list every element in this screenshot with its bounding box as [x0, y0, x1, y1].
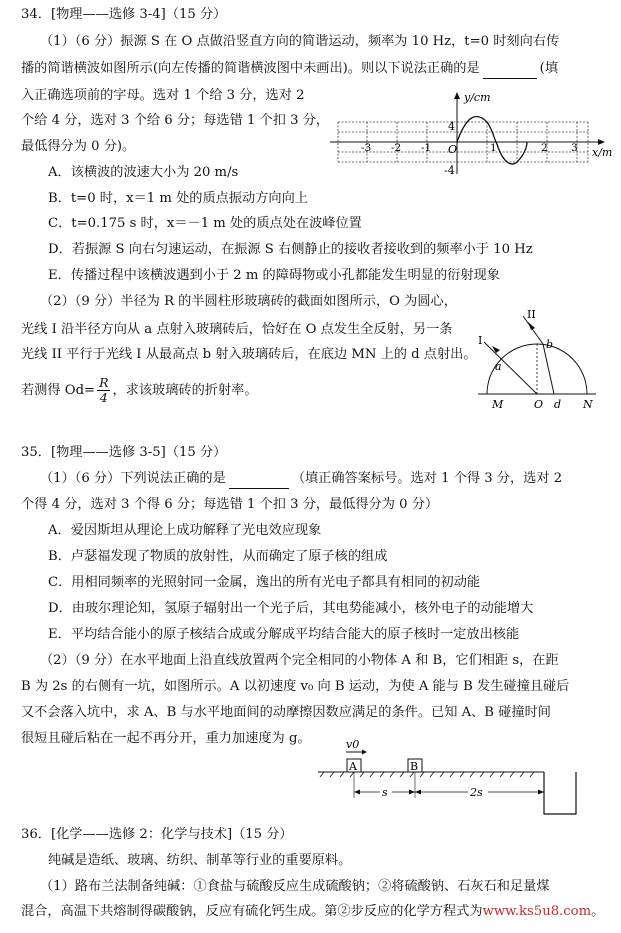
q34-part2-line4-tail: ，求该玻璃砖的折射率。 [112, 383, 258, 398]
q34-part1-line2-text: 播的简谐横波如图所示(向左传播的简谐横波图中未画出)。则以下说法正确的是 [21, 61, 480, 76]
label-ray-two: II [527, 308, 536, 321]
q35-part1-line1-text: （1）（6 分）下列说法正确的是 [40, 471, 226, 486]
q34-option-a: A．该横波的波速大小为 20 m/s [48, 165, 239, 180]
q34-part2-line2: 光线 I 沿半径方向从 a 点射入玻璃砖后，恰好在 O 点发生全反射，另一条 [21, 322, 453, 337]
ray-two-arrow-icon [528, 322, 535, 330]
q35-option-d: D．由玻尔理论知，氢原子辐射出一个光子后，其电势能减小，核外电子的动能增大 [48, 601, 534, 616]
label-block-b: B [410, 760, 419, 773]
q36-part1-line2-tail: 。 [591, 904, 605, 919]
y-axis-arrow-icon [454, 92, 460, 99]
q35-part1-line1 [40, 470, 562, 489]
wave-ylabel: y/cm [464, 91, 491, 104]
q36-part1-line1: （1）路布兰法制备纯碱：①食盐与硫酸反应生成硫酸钠；②将硫酸钠、石灰石和足量煤 [40, 879, 550, 894]
wave-y-bottom-label: -4 [444, 164, 455, 177]
fraction-numerator: R [99, 375, 109, 390]
x-axis-arrow-icon [598, 139, 605, 145]
answer-blank [229, 470, 289, 489]
q35-part2-line2: B 为 2s 的右侧有一坑，如图所示。A 以初速度 v₀ 向 B 运动，为使 A 能与 B 发生碰撞且碰后 [21, 679, 570, 694]
blocks-figure [318, 734, 584, 818]
q35-part2-line3: 又不会落入坑中，求 A、B 与水平地面间的动摩擦因数应满足的条件。已知 A、B 碰撞时间 [21, 705, 551, 720]
q34-part1-line5: 最低得分为 0 分)。 [21, 139, 136, 154]
label-point-o: O [534, 398, 544, 411]
q34-option-c: C．t=0.175 s 时，x＝－1 m 处的质点处在波峰位置 [48, 216, 362, 231]
q34-option-e: E．传播过程中该横波遇到小于 2 m 的障碍物或小孔都能发生明显的衍射现象 [48, 268, 500, 283]
wave-x-tick: -2 [391, 142, 402, 154]
q35-option-b: B．卢瑟福发现了物质的放射性，从而确定了原子核的组成 [48, 549, 388, 564]
q35-part1-line2: 个得 4 分，选对 3 个得 6 分；每选错 1 个扣 3 分，最低得分为 0 分） [21, 497, 439, 512]
wave-x-tick: -3 [361, 142, 372, 154]
label-point-d: d [554, 398, 562, 411]
label-point-m: M [492, 398, 504, 411]
ray-one-arrow-icon [492, 346, 500, 353]
q36-part1-line2-text: 混合，高温下共熔制得碳酸钠，反应有硫化钙生成。第②步反应的化学方程式为 [21, 904, 483, 919]
label-ray-one: I [478, 334, 483, 347]
wave-curve [457, 117, 527, 164]
q36-intro: 纯碱是造纸、玻璃、纺织、制革等行业的重要原料。 [48, 853, 352, 868]
label-block-a: A [349, 760, 357, 773]
label-v0: v0 [346, 738, 360, 751]
q34-part2-line1: （2）（9 分）半径为 R 的半圆柱形玻璃砖的截面如图所示，O 为圆心， [40, 294, 457, 309]
fraction-r-over-4 [97, 376, 110, 405]
q36-header: 36．[化学——选修 2：化学与技术]（15 分） [21, 827, 293, 842]
fraction-denominator: 4 [99, 390, 108, 405]
q35-option-e: E．平均结合能小的原子核结合成或分解成平均结合能大的原子核时一定放出核能 [48, 627, 520, 642]
wave-xlabel: x/m [592, 146, 613, 159]
pit [544, 772, 576, 814]
label-2s: 2s [470, 786, 483, 799]
ray-one [484, 342, 537, 394]
answer-blank [483, 60, 537, 79]
q34-part2-line4-text: 若测得 Od= [21, 383, 96, 398]
q34-part1-line3: 入正确选项前的字母。选对 1 个给 3 分，选对 2 [21, 88, 305, 103]
q34-part2-line4 [21, 376, 258, 405]
q36-part1-line2 [21, 903, 604, 921]
v0-arrow-icon [362, 750, 367, 755]
q34-header: 34．[物理——选修 3-4]（15 分） [21, 7, 227, 22]
glass-figure [470, 302, 610, 414]
q35-part1-line1-tail: （填正确答案标号。选对 1 个得 3 分，选对 2 [291, 471, 563, 486]
q35-header: 35．[物理——选修 3-5]（15 分） [21, 445, 227, 460]
label-point-n: N [583, 398, 593, 411]
label-s: s [382, 786, 388, 799]
q34-part1-line1: （1）（6 分）振源 S 在 O 点做沿竖直方向的简谐运动，频率为 10 Hz，t=0 时刻向右传 [40, 34, 560, 49]
dim-arrow-icon [415, 790, 421, 795]
wave-x-tick: -1 [421, 142, 432, 154]
q34-part1-line4: 个给 4 分，选对 3 个给 6 分；每选错 1 个扣 3 分， [21, 113, 330, 128]
ray-two-refracted [543, 344, 554, 394]
q35-option-c: C．用相同频率的光照射同一金属，逸出的所有光电子都具有相同的初动能 [48, 575, 481, 590]
q34-option-b: B．t=0 时，x＝1 m 处的质点振动方向向上 [48, 191, 308, 206]
dim-arrow-icon [354, 790, 360, 795]
wave-x-tick: 3 [571, 142, 578, 154]
wave-y-top-label: 4 [448, 120, 455, 133]
q34-part1-line2 [21, 60, 558, 79]
q34-part1-line2-tail: (填 [539, 61, 559, 76]
label-point-b: b [546, 338, 554, 351]
q35-part2-line4: 很短且碰后粘在一起不再分开，重力加速度为 g。 [21, 731, 311, 746]
q35-option-a: A．爱因斯坦从理论上成功解释了光电效应现象 [48, 523, 322, 538]
q35-part2-line1: （2）（9 分）在水平地面上沿直线放置两个完全相同的小物体 A 和 B，它们相距 s，在距 [40, 653, 559, 668]
q34-option-d: D．若振源 S 向右匀速运动，在振源 S 右侧静止的接收者接收到的频率小于 10 Hz [48, 242, 533, 257]
wave-x-tick: 1 [490, 142, 497, 154]
dim-arrow-icon [409, 790, 415, 795]
wave-origin-label: O [448, 143, 458, 156]
watermark-text: www.ks5u8.com [482, 904, 592, 919]
label-point-a: a [495, 360, 502, 373]
q34-part2-line3: 光线 II 平行于光线 I 从最高点 b 射入玻璃砖后，在底边 MN 上的 d 点射出。 [21, 347, 477, 362]
wave-x-tick: 2 [541, 142, 548, 154]
wave-figure [330, 88, 614, 180]
dim-arrow-icon [538, 790, 544, 795]
